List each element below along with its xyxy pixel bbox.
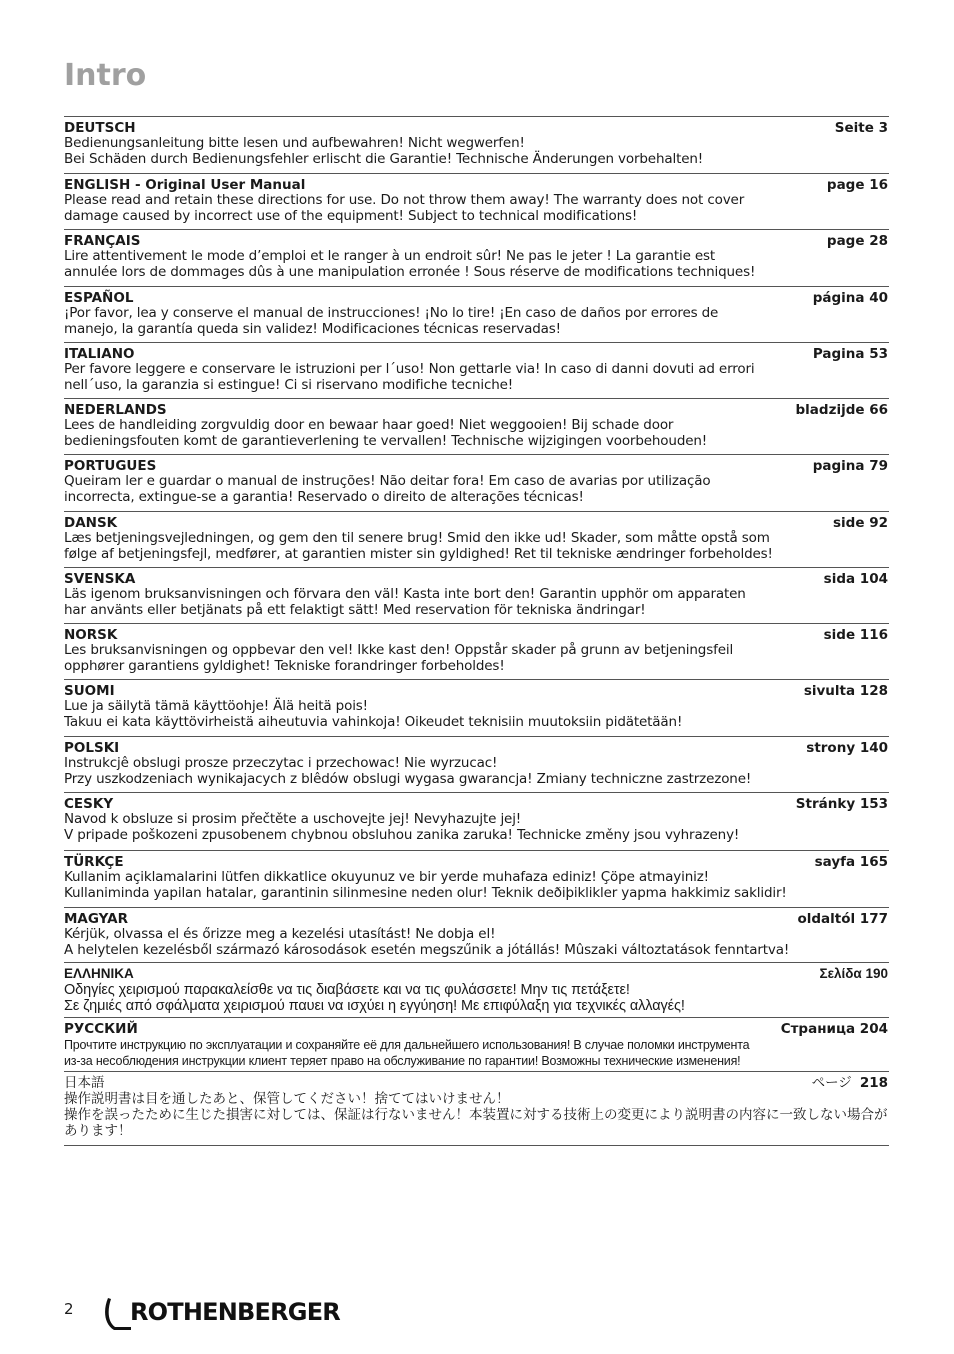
language-name: DEUTSCH [64,120,136,136]
page-reference[interactable] [812,1075,888,1091]
entry-espanol [64,287,889,343]
description-line: Przy uszkodzeniach wynikajacych z blêdów obslugi wygasa gwarancja! Zmiany techniczne zastrzezone! [64,770,752,787]
page-reference[interactable]: bladzijde 66 [795,402,888,418]
language-name: 日本語 [64,1075,105,1091]
description-line: Queiram ler e guardar o manual de instruções! Não deitar fora! Em caso de avarias por utilização [64,473,711,489]
description-line: Navod k obsluze si prosim přečtěte a uschovejte jej! Nevyhazujte jej! [64,811,522,827]
page-reference[interactable]: Stránky 153 [795,796,888,812]
entry-dansk [64,512,889,568]
description-line: Per favore leggere e conservare le istruzioni per l´uso! Non gettarle via! In caso di danni dovuti ad errori [64,361,755,377]
language-name: NORSK [64,627,118,643]
description-line: opphører garantiens gyldighet! Tekniske forandringer forbeholdes! [64,657,505,674]
page-word: ページ [811,1075,852,1091]
entry-polski [64,737,889,793]
language-name: DANSK [64,515,118,531]
language-name: FRANÇAIS [64,233,141,249]
page-reference[interactable]: strony 140 [806,740,888,756]
entry-deutsch [64,117,889,174]
language-name: SVENSKA [64,571,136,587]
entry-norsk [64,624,889,680]
description-line: A helytelen kezelésből származó károsodások esetén megszűnik a jótállás! Mûszaki változtatások fenntartva! [64,941,790,958]
page-reference[interactable]: sida 104 [823,571,888,587]
page-reference[interactable]: page 16 [826,177,888,193]
description-line: manejo, la garantía queda sin validez! Modificaciones técnicas reservadas! [64,320,561,337]
description-line: nell´uso, la garanzia si estingue! Ci si riservano modifiche tecniche! [64,376,514,393]
page-reference[interactable]: Страница 204 [780,1021,888,1037]
description-line: ¡Por favor, lea y conserve el manual de instrucciones! ¡No lo tire! ¡En caso de daños por errores de [64,305,719,321]
description-line: Lees de handleiding zorgvuldig door en bewaar haar goed! Niet weggooien! Bij schade door [64,417,674,433]
swoosh-icon [102,1296,132,1336]
description-line: Lue ja säilytä tämä käyttöohje! Älä heitä pois! [64,698,368,714]
description-line: Please read and retain these directions for use. Do not throw them away! The warranty does not cover [64,192,745,208]
description-line: 操作を誤ったために生じた損害に対しては、保証は行ないません！本装置に対する技術上の変更により説明書の内容に一致しない場合があります！ [64,1107,888,1139]
description-line: Läs igenom bruksanvisningen och förvara den väl! Kasta inte bort den! Garantin upphör om apparaten [64,586,746,602]
description-line: følge af betjeningsfejl, medfører, at garantien mister sin gyldighed! Ret til tekniske ændringer forbeholdes! [64,545,773,562]
page-reference[interactable]: side 92 [833,515,888,531]
description-line: Takuu ei kata käyttövirheistä aiheutuvia vahinkoja! Oikeudet teknisiin muutoksiin pidätetään! [64,713,683,730]
description-line: Lire attentivement le mode d’emploi et le ranger à un endroit sûr! Ne pas le jeter ! La garantie est [64,248,716,264]
page-reference[interactable]: Σελίδα 190 [819,966,888,981]
language-name: NEDERLANDS [64,402,167,418]
description-line: Bei Schäden durch Bedienungsfehler erlischt die Garantie! Technische Änderungen vorbehalten! [64,150,704,167]
entry-portugues [64,455,889,512]
description-line: bedieningsfouten komt de garantieverlening te vervallen! Technische wijzigingen voorbehouden! [64,432,708,449]
language-name: ESPAÑOL [64,290,134,306]
entry-ellinika [64,963,889,1018]
language-name: ENGLISH - Original User Manual [64,177,306,193]
page-title: Intro [64,58,147,93]
page-reference[interactable]: sivulta 128 [803,683,888,699]
language-name: SUOMI [64,683,115,699]
language-name: PORTUGUES [64,458,157,474]
description-line: Bedienungsanleitung bitte lesen und aufbewahren! Nicht wegwerfen! [64,135,525,151]
description-line: Læs betjeningsvejledningen, og gem den til senere brug! Smid den ikke ud! Skader, som måtte opstå som [64,530,770,546]
page-reference[interactable]: Pagina 53 [812,346,888,362]
description-line: Прочтите инструкцию по эксплуатации и сохраняйте её для дальнейшего использования! В случае поломки инструмента [64,1038,750,1052]
page-reference[interactable]: side 116 [823,627,888,643]
entry-russkiy [64,1018,889,1072]
brand-name: ROTHENBERGER [130,1298,340,1326]
description-line: Instrukcjê obslugi prosze przeczytac i przechowac! Nie wyrzucac! [64,755,498,771]
language-name: CESKY [64,796,114,812]
entry-nihongo [64,1072,889,1146]
page-reference[interactable]: sayfa 165 [814,854,888,870]
description-line: Kullanim açiklamalarini lütfen dikkatlice okuyunuz ve bir yerde muhafaza ediniz! Çöpe atmayiniz! [64,869,709,885]
page-reference[interactable]: oldaltól 177 [797,911,888,927]
entry-turkce [64,851,889,908]
description-line: Kullaniminda yapilan hatalar, garantinin silinmesine neden olur! Teknik deðiþiklikler yapma hakkimiz saklidir! [64,884,787,901]
language-name: POLSKI [64,740,120,756]
description-line: Kérjük, olvassa el és őrizze meg a kezelési utasítást! Ne dobja el! [64,926,496,942]
language-name: ITALIANO [64,346,135,362]
language-name: MAGYAR [64,911,128,927]
page-reference[interactable]: page 28 [826,233,888,249]
entry-english [64,174,889,230]
description-line: Οδηγίες χειρισμού παρακαλείσθε να τις διαβάσετε και να τις φυλάσσετε! Μην τις πετάξετε! [64,982,630,998]
language-index [64,116,889,1146]
entry-cesky [64,793,889,851]
description-line: 操作説明書は目を通したあと、保管してください！捨ててはいけません！ [64,1091,510,1107]
entry-magyar [64,908,889,963]
description-line: из-за несоблюдения инструкции клиент теряет право на обслуживание по гарантии! Возможны технические изменения! [64,1054,741,1068]
description-line: damage caused by incorrect use of the equipment! Subject to technical modifications! [64,207,638,224]
language-name: РУССКИЙ [64,1021,138,1037]
description-line: Σε ζημιές από σφάλματα χειρισμού παυει να ισχύει η εγγύηση! Με επιφύλαξη για τεχνικές αλλαγές! [64,998,685,1014]
page-reference[interactable]: página 40 [812,290,888,306]
language-name: TÜRKÇE [64,854,124,870]
description-line: har använts eller betjänats på ett felaktigt sätt! Med reservation för tekniska ändringar! [64,601,646,618]
description-line: annulée lors de dommages dûs à une manipulation erronée ! Sous réserve de modifications techniques! [64,263,756,280]
footer-page-number: 2 [64,1300,74,1318]
page-reference[interactable]: Seite 3 [834,120,888,136]
page-number-ref: 218 [859,1075,888,1091]
entry-suomi [64,680,889,737]
rothenberger-logo [102,1296,352,1336]
description-line: V pripade poškozeni zpusobenem chybnou obsluhou zanika zaruka! Technicke změny jsou vyhrazeny! [64,826,740,843]
entry-svenska [64,568,889,624]
page-reference[interactable]: pagina 79 [812,458,888,474]
description-line: incorrecta, extingue-se a garantia! Reservado o direito de alterações técnicas! [64,488,584,505]
entry-nederlands [64,399,889,455]
entry-francais [64,230,889,287]
description-line: Les bruksanvisningen og oppbevar den vel! Ikke kast den! Oppstår skader på grunn av betjeningsfeil [64,642,734,658]
language-name: ΕΛΛΗΝΙΚΑ [64,966,134,981]
entry-italiano [64,343,889,399]
